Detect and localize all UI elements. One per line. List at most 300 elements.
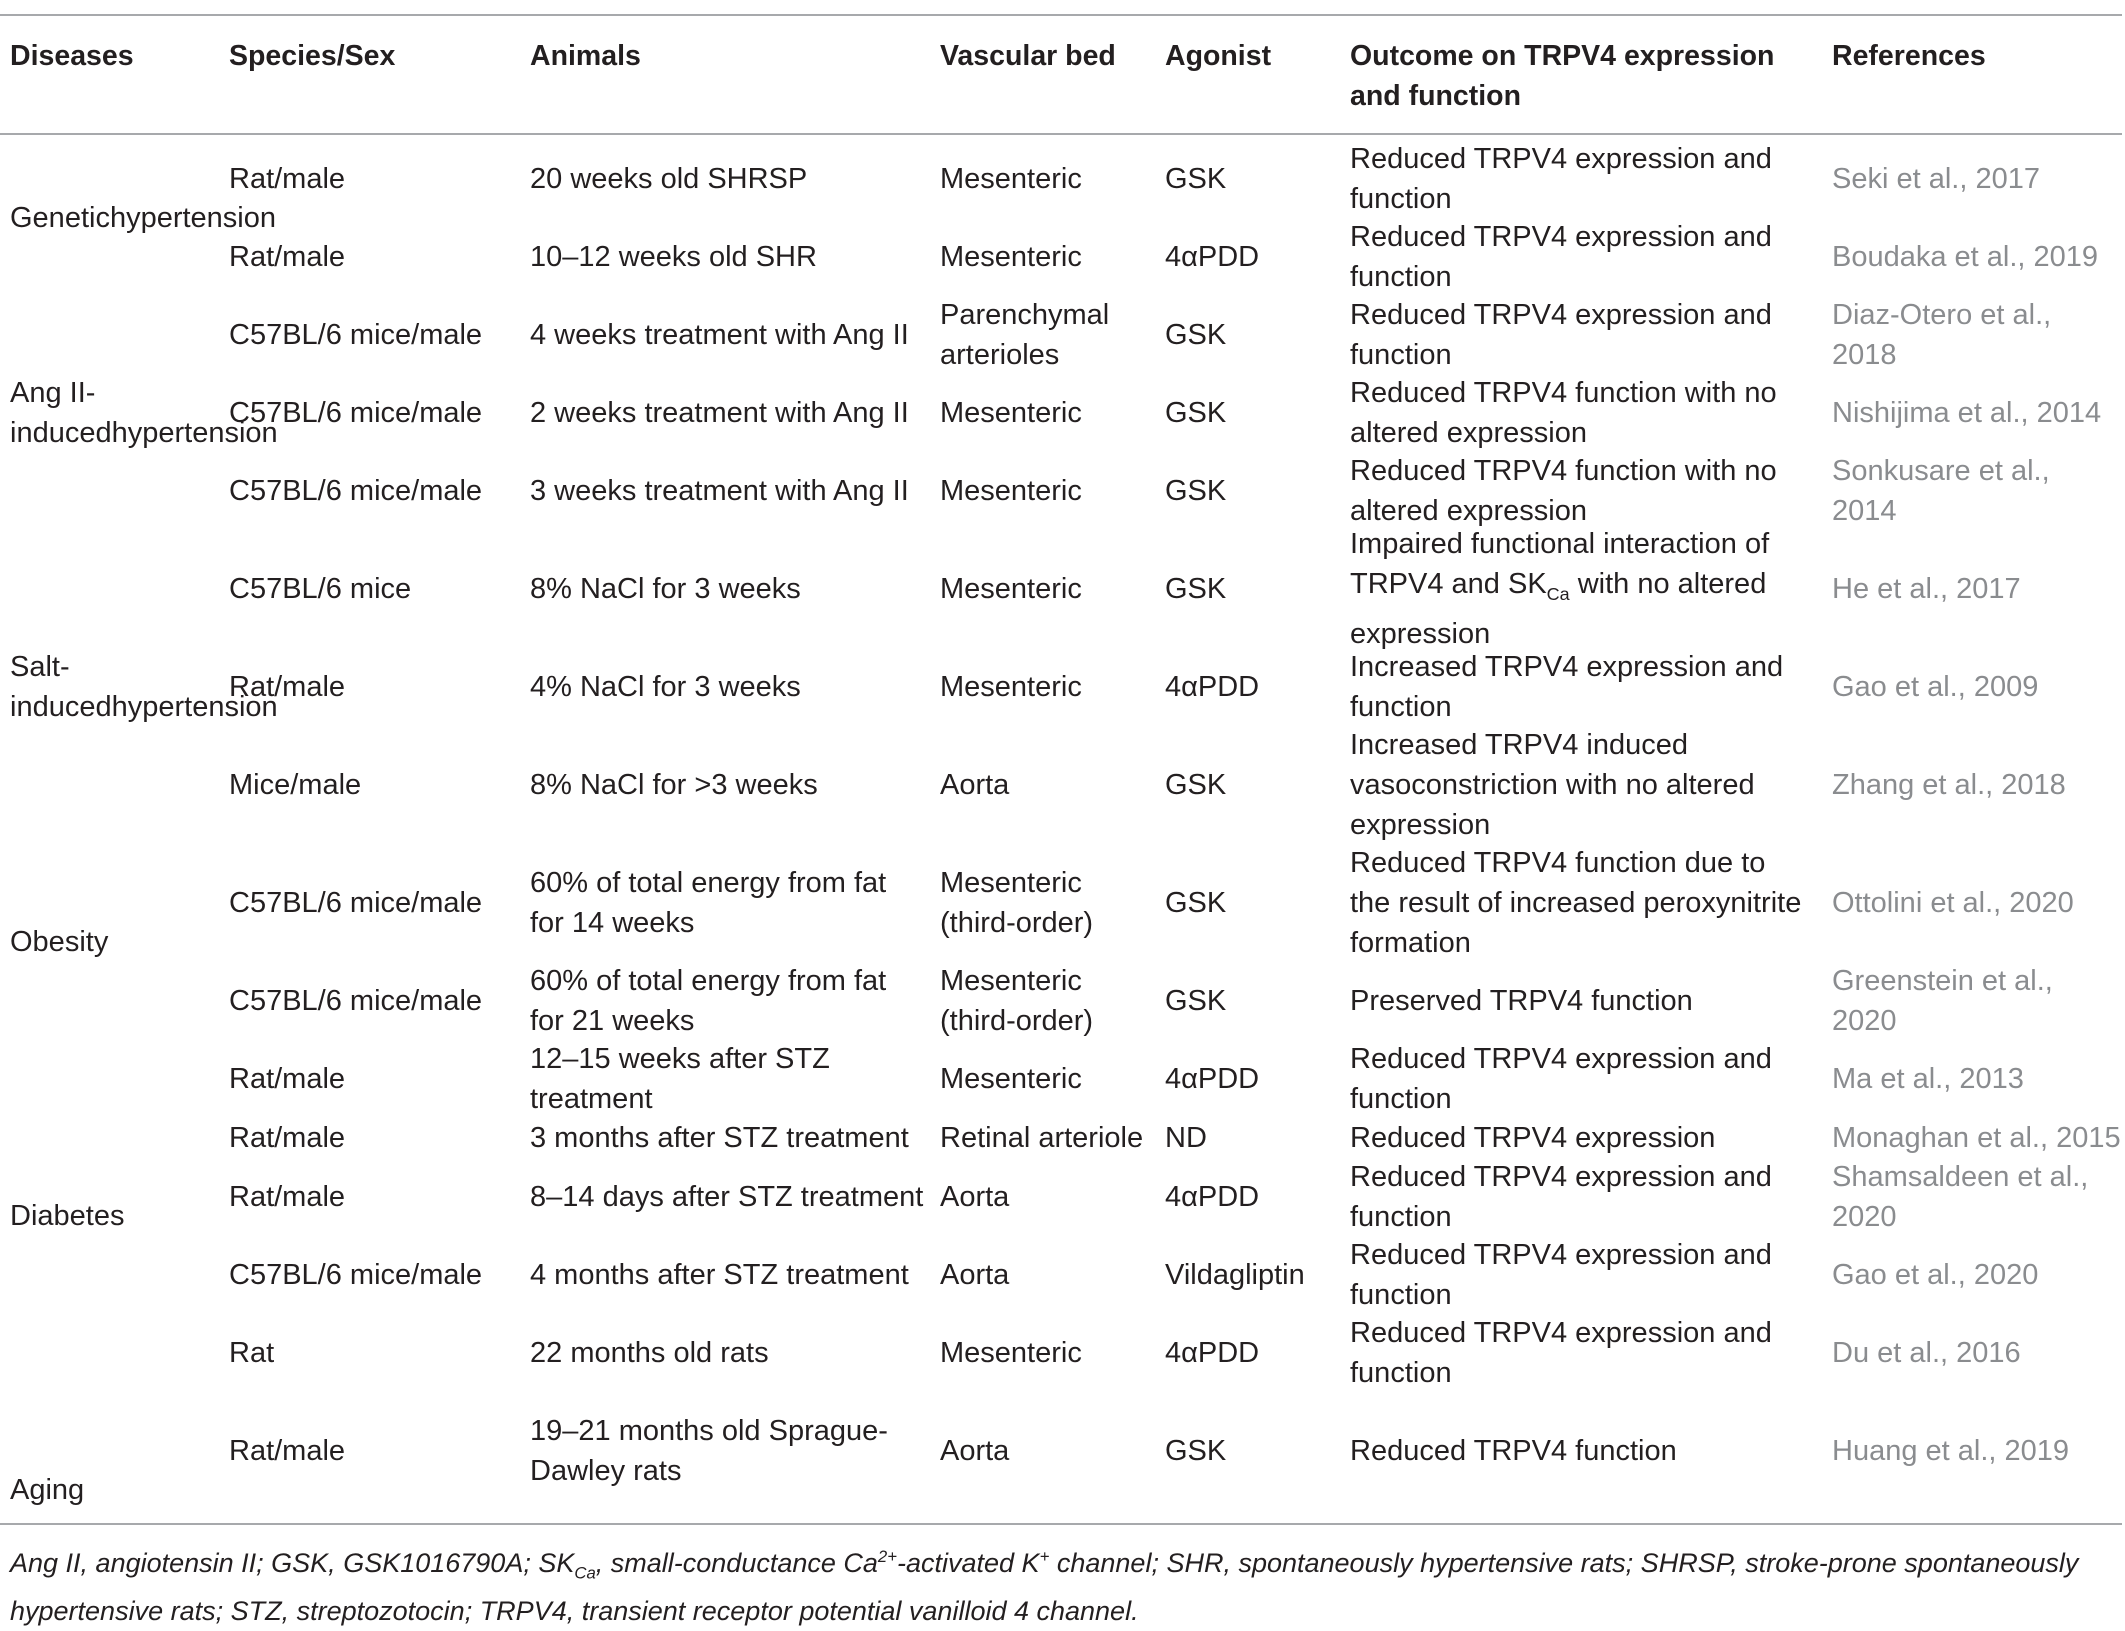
- vascular-bed-line: arterioles: [940, 339, 1060, 371]
- reference-cell: [1832, 374, 2122, 452]
- disease-label-line: Genetic: [10, 202, 110, 234]
- header-rule: [0, 133, 2122, 135]
- table-header: [0, 20, 2125, 130]
- species-cell: [229, 1040, 519, 1118]
- outcome-line: function: [1350, 1083, 1452, 1115]
- footnote-part2-sup: 2+: [877, 1547, 897, 1566]
- reference-cell: [1832, 452, 2122, 530]
- outcome-line: Reduced TRPV4 expression and: [1350, 1317, 1772, 1349]
- animals-line: 20 weeks old SHRSP: [530, 163, 808, 195]
- animals-line: 22 months old rats: [530, 1337, 769, 1369]
- outcome-text: [1350, 1235, 1772, 1315]
- species-cell: [229, 1158, 519, 1236]
- disease-label-line: hypertension: [109, 202, 277, 234]
- reference-cell: [1832, 1158, 2122, 1236]
- disease-label-line: Salt-induced: [10, 651, 112, 723]
- outcome-text: [1350, 217, 1772, 297]
- vascular-bed-cell: [940, 1314, 1165, 1392]
- agonist-text: GSK: [1165, 475, 1227, 507]
- reference-text: [1832, 451, 2122, 531]
- species-cell: [229, 530, 519, 648]
- vascular-bed-text: [940, 159, 1082, 199]
- species-cell: [229, 1392, 519, 1510]
- table-row: [0, 1158, 2125, 1236]
- vascular-bed-text: [940, 471, 1082, 511]
- vascular-bed-line: (third-order): [940, 1005, 1094, 1037]
- animals-line: 19–21 months old Sprague-: [530, 1415, 888, 1447]
- disease-label-line: Ang II-induced: [10, 377, 112, 449]
- agonist-text: 4αPDD: [1165, 241, 1260, 273]
- animals-line: 8% NaCl for >3 weeks: [530, 769, 818, 801]
- agonist-cell: [1165, 530, 1345, 648]
- agonist-text: GSK: [1165, 397, 1227, 429]
- outcome-fragment: TRPV4 and SK: [1350, 568, 1547, 601]
- species-text: C57BL/6 mice/male: [229, 475, 483, 507]
- animals-line: treatment: [530, 1083, 653, 1115]
- species-text: Rat/male: [229, 671, 346, 703]
- vascular-bed-cell: [940, 962, 1165, 1040]
- outcome-line: formation: [1350, 927, 1471, 959]
- animals-cell: [530, 648, 930, 726]
- animals-line: 3 months after STZ treatment: [530, 1122, 909, 1154]
- agonist-text: GSK: [1165, 1435, 1227, 1467]
- animals-text: [530, 393, 909, 433]
- agonist-cell: [1165, 1236, 1345, 1314]
- species-text: C57BL/6 mice/male: [229, 887, 483, 919]
- vascular-bed-cell: [940, 140, 1165, 218]
- vascular-bed-line: Mesenteric: [940, 573, 1082, 605]
- vascular-bed-cell: [940, 648, 1165, 726]
- species-text: Rat/male: [229, 241, 346, 273]
- vascular-bed-line: Mesenteric: [940, 1063, 1082, 1095]
- outcome-text: [1350, 1157, 1772, 1237]
- species-cell: [229, 140, 519, 218]
- outcome-cell: [1350, 726, 1830, 844]
- vascular-bed-line: Aorta: [940, 1435, 1010, 1467]
- outcome-line: Reduced TRPV4 function with no: [1350, 377, 1777, 409]
- outcome-text: [1350, 1431, 1677, 1471]
- agonist-cell: [1165, 648, 1345, 726]
- reference-text: [1832, 1157, 2088, 1237]
- outcome-cell: [1350, 1236, 1830, 1314]
- animals-line: 60% of total energy from fat: [530, 867, 887, 899]
- table-row: [0, 530, 2125, 648]
- reference-line: Zhang et al., 2018: [1832, 769, 2066, 801]
- agonist-text: 4αPDD: [1165, 1181, 1260, 1213]
- table-row: [0, 218, 2125, 296]
- reference-line: He et al., 2017: [1832, 573, 2021, 605]
- outcome-fragment: with no altered: [1577, 568, 1767, 601]
- vascular-bed-line: Mesenteric: [940, 475, 1082, 507]
- animals-line: Dawley rats: [530, 1455, 682, 1487]
- outcome-line: Reduced TRPV4 expression and: [1350, 299, 1772, 331]
- bottom-rule: [0, 1523, 2122, 1525]
- top-rule: [0, 14, 2122, 16]
- vascular-bed-line: Mesenteric: [940, 965, 1082, 997]
- vascular-bed-text: [940, 1431, 1009, 1471]
- reference-line: Shamsaldeen et al.,: [1832, 1161, 2089, 1193]
- table-footnote: [10, 1537, 2110, 1631]
- species-cell: [229, 844, 519, 962]
- species-cell: [229, 374, 519, 452]
- table-row: [0, 844, 2125, 962]
- animals-cell: [530, 1040, 930, 1118]
- outcome-line: Reduced TRPV4 expression and: [1350, 1239, 1772, 1271]
- vascular-bed-cell: [940, 1392, 1165, 1510]
- vascular-bed-line: Parenchymal: [940, 299, 1110, 331]
- agonist-cell: [1165, 374, 1345, 452]
- reference-cell: [1832, 140, 2122, 218]
- outcome-line: function: [1350, 1279, 1452, 1311]
- animals-text: [530, 569, 801, 609]
- outcome-line: Reduced TRPV4 expression and: [1350, 143, 1772, 175]
- table-row: [0, 374, 2125, 452]
- vascular-bed-text: [940, 1118, 1143, 1158]
- vascular-bed-text: [940, 237, 1082, 277]
- vascular-bed-text: [940, 569, 1082, 609]
- animals-text: [530, 1177, 923, 1217]
- outcome-line: Reduced TRPV4 function due to: [1350, 847, 1766, 879]
- vascular-bed-cell: [940, 452, 1165, 530]
- reference-line: Nishijima et al., 2014: [1832, 397, 2102, 429]
- header-diseases: Diseases: [10, 40, 134, 72]
- outcome-line: Impaired functional interaction of: [1350, 528, 1770, 561]
- animals-text: [530, 471, 909, 511]
- species-cell: [229, 1118, 519, 1158]
- outcome-text: [1350, 295, 1772, 375]
- vascular-bed-text: [940, 961, 1093, 1041]
- agonist-text: GSK: [1165, 887, 1227, 919]
- table-row: [0, 962, 2125, 1040]
- species-cell: [229, 452, 519, 530]
- disease-label-line: Obesity: [10, 926, 109, 958]
- agonist-text: ND: [1165, 1122, 1207, 1154]
- species-cell: [229, 962, 519, 1040]
- reference-text: [1832, 159, 2040, 199]
- vascular-bed-cell: [940, 844, 1165, 962]
- header-animals: Animals: [530, 40, 641, 72]
- outcome-cell: [1350, 530, 1830, 648]
- animals-cell: [530, 1118, 930, 1158]
- outcome-text: [1350, 524, 1769, 654]
- outcome-line: function: [1350, 339, 1452, 371]
- species-text: Rat: [229, 1337, 275, 1369]
- agonist-cell: [1165, 140, 1345, 218]
- species-text: C57BL/6 mice/male: [229, 1259, 483, 1291]
- animals-line: 4 months after STZ treatment: [530, 1259, 909, 1291]
- outcome-line: Reduced TRPV4 expression: [1350, 1122, 1716, 1154]
- species-cell: [229, 1236, 519, 1314]
- header-references: References: [1832, 40, 1986, 72]
- header-outcome-line1: Outcome on TRPV4 expression: [1350, 40, 1775, 72]
- subscript-ca: Ca: [1546, 583, 1570, 604]
- agonist-cell: [1165, 1314, 1345, 1392]
- agonist-cell: [1165, 218, 1345, 296]
- footnote-part3-sup: +: [1039, 1547, 1050, 1566]
- reference-text: [1832, 961, 2122, 1041]
- agonist-cell: [1165, 844, 1345, 962]
- outcome-line: Reduced TRPV4 expression and: [1350, 1043, 1772, 1075]
- footnote-part1: Ang II, angiotensin II; GSK, GSK1016790A; SK: [10, 1548, 575, 1578]
- vascular-bed-text: [940, 1177, 1009, 1217]
- agonist-cell: [1165, 1392, 1345, 1510]
- agonist-cell: [1165, 962, 1345, 1040]
- animals-cell: [530, 962, 930, 1040]
- animals-line: 2 weeks treatment with Ang II: [530, 397, 909, 429]
- animals-cell: [530, 296, 930, 374]
- vascular-bed-cell: [940, 530, 1165, 648]
- animals-text: [530, 1411, 888, 1491]
- vascular-bed-line: Mesenteric: [940, 397, 1082, 429]
- vascular-bed-cell: [940, 218, 1165, 296]
- vascular-bed-text: [940, 863, 1093, 943]
- reference-line: Diaz-Otero et al., 2018: [1832, 299, 2052, 371]
- animals-text: [530, 961, 886, 1041]
- vascular-bed-cell: [940, 1118, 1165, 1158]
- table-row: [0, 1040, 2125, 1118]
- outcome-line: Preserved TRPV4 function: [1350, 985, 1693, 1017]
- reference-text: [1832, 569, 2021, 609]
- animals-text: [530, 315, 909, 355]
- reference-line: Huang et al., 2019: [1832, 1435, 2070, 1467]
- agonist-cell: [1165, 1118, 1345, 1158]
- vascular-bed-cell: [940, 1236, 1165, 1314]
- animals-line: 12–15 weeks after STZ: [530, 1043, 830, 1075]
- disease-label-line: hypertension: [111, 691, 278, 723]
- reference-text: [1832, 1333, 2021, 1373]
- outcome-cell: [1350, 1158, 1830, 1236]
- species-text: C57BL/6 mice/male: [229, 319, 483, 351]
- table-row: [0, 1392, 2125, 1510]
- vascular-bed-cell: [940, 1040, 1165, 1118]
- reference-text: [1832, 1431, 2069, 1471]
- animals-text: [530, 1118, 909, 1158]
- reference-line: Gao et al., 2020: [1832, 1259, 2039, 1291]
- animals-cell: [530, 530, 930, 648]
- reference-line: Du et al., 2016: [1832, 1337, 2021, 1369]
- animals-text: [530, 667, 801, 707]
- table-row: [0, 140, 2125, 218]
- vascular-bed-text: [940, 1255, 1009, 1295]
- animals-line: 4% NaCl for 3 weeks: [530, 671, 801, 703]
- outcome-text: [1350, 647, 1783, 727]
- outcome-cell: [1350, 140, 1830, 218]
- outcome-line: altered expression: [1350, 495, 1587, 527]
- disease-label-line: Diabetes: [10, 1200, 125, 1232]
- agonist-cell: [1165, 452, 1345, 530]
- reference-cell: [1832, 1392, 2122, 1510]
- animals-cell: [530, 1158, 930, 1236]
- animals-cell: [530, 1314, 930, 1392]
- vascular-bed-text: [940, 393, 1082, 433]
- animals-text: [530, 863, 886, 943]
- reference-line: Sonkusare et al., 2014: [1832, 455, 2050, 527]
- outcome-cell: [1350, 296, 1830, 374]
- outcome-line: expression: [1350, 617, 1491, 650]
- disease-label-line: hypertension: [111, 417, 278, 449]
- vascular-bed-cell: [940, 374, 1165, 452]
- reference-line: Seki et al., 2017: [1832, 163, 2040, 195]
- outcome-text: [1350, 725, 1755, 845]
- outcome-cell: [1350, 1392, 1830, 1510]
- outcome-text: [1350, 981, 1693, 1021]
- species-text: C57BL/6 mice: [229, 573, 412, 605]
- reference-text: [1832, 667, 2038, 707]
- vascular-bed-line: Aorta: [940, 1181, 1010, 1213]
- animals-cell: [530, 726, 930, 844]
- outcome-line: function: [1350, 1357, 1452, 1389]
- reference-text: [1832, 1059, 2024, 1099]
- vascular-bed-text: [940, 765, 1009, 805]
- table-row: [0, 452, 2125, 530]
- outcome-line: [1350, 564, 1769, 614]
- footnote-part4: channel; SHR, spontaneously hypertensive rats; SHRSP, stroke-prone spontaneously hypertensive rats; STZ, streptozotocin; TRPV4, transient receptor potential vanilloid 4 channel.: [10, 1548, 2079, 1627]
- agonist-cell: [1165, 296, 1345, 374]
- reference-text: [1832, 295, 2122, 375]
- species-text: Rat/male: [229, 1181, 346, 1213]
- vascular-bed-line: Mesenteric: [940, 1337, 1082, 1369]
- reference-line: Ma et al., 2013: [1832, 1063, 2024, 1095]
- agonist-cell: [1165, 726, 1345, 844]
- outcome-cell: [1350, 844, 1830, 962]
- reference-cell: [1832, 962, 2122, 1040]
- species-cell: [229, 296, 519, 374]
- reference-cell: [1832, 1118, 2122, 1158]
- reference-line: 2020: [1832, 1201, 1897, 1233]
- footnote-part1-sub: Ca: [574, 1563, 596, 1583]
- outcome-line: function: [1350, 1201, 1452, 1233]
- header-outcome-line2: and function: [1350, 80, 1521, 112]
- reference-line: Ottolini et al., 2020: [1832, 887, 2074, 919]
- outcome-text: [1350, 373, 1777, 453]
- agonist-cell: [1165, 1158, 1345, 1236]
- outcome-cell: [1350, 1040, 1830, 1118]
- vascular-bed-cell: [940, 296, 1165, 374]
- vascular-bed-line: Retinal arteriole: [940, 1122, 1144, 1154]
- reference-cell: [1832, 296, 2122, 374]
- outcome-line: Reduced TRPV4 expression and: [1350, 221, 1772, 253]
- outcome-cell: [1350, 648, 1830, 726]
- outcome-line: altered expression: [1350, 417, 1587, 449]
- reference-cell: [1832, 1314, 2122, 1392]
- vascular-bed-cell: [940, 1158, 1165, 1236]
- vascular-bed-line: Aorta: [940, 1259, 1010, 1291]
- outcome-line: Increased TRPV4 expression and: [1350, 651, 1784, 683]
- reference-line: Monaghan et al., 2015: [1832, 1122, 2121, 1154]
- outcome-cell: [1350, 374, 1830, 452]
- reference-line: Greenstein et al., 2020: [1832, 965, 2053, 1037]
- vascular-bed-line: Mesenteric: [940, 671, 1082, 703]
- footnote-part3: -activated K: [897, 1548, 1040, 1578]
- reference-cell: [1832, 726, 2122, 844]
- reference-cell: [1832, 218, 2122, 296]
- vascular-bed-line: Mesenteric: [940, 867, 1082, 899]
- animals-cell: [530, 374, 930, 452]
- species-cell: [229, 648, 519, 726]
- agonist-text: Vildagliptin: [1165, 1259, 1305, 1291]
- vascular-bed-line: (third-order): [940, 907, 1094, 939]
- outcome-line: Reduced TRPV4 function: [1350, 1435, 1677, 1467]
- outcome-text: [1350, 451, 1777, 531]
- species-cell: [229, 1314, 519, 1392]
- reference-line: Boudaka et al., 2019: [1832, 241, 2099, 273]
- species-text: C57BL/6 mice/male: [229, 985, 483, 1017]
- header-outcome: [1350, 36, 1774, 116]
- outcome-text: [1350, 1313, 1772, 1393]
- agonist-text: 4αPDD: [1165, 1337, 1260, 1369]
- reference-cell: [1832, 844, 2122, 962]
- outcome-line: Reduced TRPV4 function with no: [1350, 455, 1777, 487]
- agonist-text: GSK: [1165, 985, 1227, 1017]
- reference-cell: [1832, 1236, 2122, 1314]
- agonist-cell: [1165, 1040, 1345, 1118]
- header-agonist: Agonist: [1165, 40, 1272, 72]
- species-text: Rat/male: [229, 1435, 346, 1467]
- outcome-line: function: [1350, 261, 1452, 293]
- outcome-text: [1350, 139, 1772, 219]
- table-row: [0, 648, 2125, 726]
- table-row: [0, 1118, 2125, 1158]
- footnote-part2: , small-conductance Ca: [595, 1548, 878, 1578]
- outcome-text: [1350, 1118, 1715, 1158]
- animals-line: 10–12 weeks old SHR: [530, 241, 817, 273]
- outcome-text: [1350, 843, 1801, 963]
- reference-text: [1832, 237, 2098, 277]
- reference-text: [1832, 393, 2101, 433]
- animals-line: 8% NaCl for 3 weeks: [530, 573, 801, 605]
- reference-text: [1832, 765, 2066, 805]
- animals-cell: [530, 218, 930, 296]
- reference-cell: [1832, 648, 2122, 726]
- reference-text: [1832, 883, 2074, 923]
- species-text: Rat/male: [229, 1122, 346, 1154]
- animals-cell: [530, 452, 930, 530]
- table-row: [0, 1314, 2125, 1392]
- outcome-line: expression: [1350, 809, 1491, 841]
- disease-label-line: Aging: [10, 1474, 85, 1506]
- vascular-bed-line: Mesenteric: [940, 241, 1082, 273]
- outcome-line: the result of increased peroxynitrite: [1350, 887, 1802, 919]
- animals-line: 8–14 days after STZ treatment: [530, 1181, 924, 1213]
- animals-cell: [530, 1392, 930, 1510]
- species-text: Rat/male: [229, 163, 346, 195]
- animals-text: [530, 1333, 769, 1373]
- animals-cell: [530, 844, 930, 962]
- animals-cell: [530, 140, 930, 218]
- outcome-cell: [1350, 452, 1830, 530]
- outcome-cell: [1350, 1118, 1830, 1158]
- table-row: [0, 1236, 2125, 1314]
- outcome-text: [1350, 1039, 1772, 1119]
- animals-text: [530, 237, 817, 277]
- vascular-bed-text: [940, 295, 1109, 375]
- outcome-line: function: [1350, 691, 1452, 723]
- animals-text: [530, 1255, 909, 1295]
- table-row: [0, 726, 2125, 844]
- animals-line: 60% of total energy from fat: [530, 965, 887, 997]
- species-text: Mice/male: [229, 769, 362, 801]
- header-vascular-bed: Vascular bed: [940, 40, 1116, 72]
- outcome-cell: [1350, 218, 1830, 296]
- reference-line: Gao et al., 2009: [1832, 671, 2039, 703]
- animals-line: 3 weeks treatment with Ang II: [530, 475, 909, 507]
- agonist-text: 4αPDD: [1165, 1063, 1260, 1095]
- animals-line: for 21 weeks: [530, 1005, 695, 1037]
- vascular-bed-text: [940, 667, 1082, 707]
- species-cell: [229, 218, 519, 296]
- animals-line: for 14 weeks: [530, 907, 695, 939]
- table-row: [0, 296, 2125, 374]
